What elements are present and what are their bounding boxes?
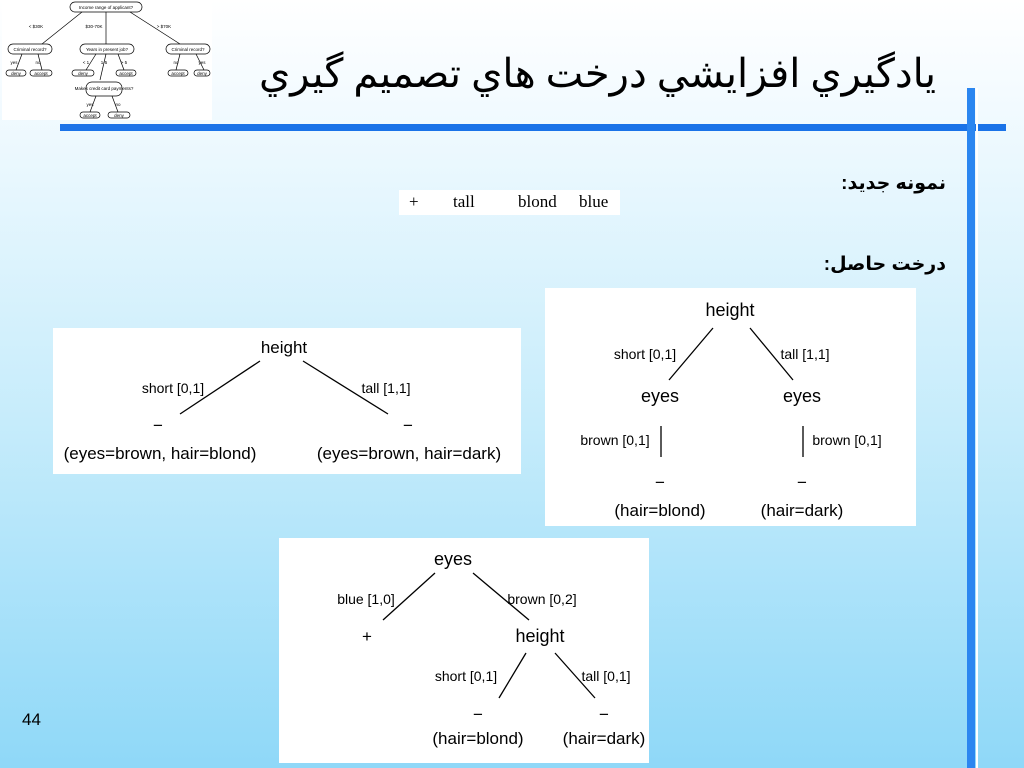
tree3-sub-left-leaf: (hair=blond) — [432, 729, 524, 748]
tree3-sub-right-sign: − — [599, 705, 609, 724]
thumb-yes-2: yes — [198, 60, 206, 65]
thumb-node-left: Criminal record? — [13, 47, 47, 52]
thumb-leaf-7: accept — [83, 113, 97, 118]
tree2-left-node: eyes — [640, 386, 680, 406]
thumb-yes-3: yes — [86, 102, 94, 107]
thumb-leaf-8: deny — [114, 113, 124, 118]
tree2-right-edge: tall [1,1] — [780, 346, 830, 362]
thumbnail-tree — [2, 0, 212, 120]
tree2-left-sub-edge: brown [0,1] — [580, 432, 650, 448]
tree3-sub-left-edge: short [0,1] — [434, 668, 498, 684]
tree3-sub-right-leaf: (hair=dark) — [562, 729, 646, 748]
thumb-node-right: Criminal record? — [171, 47, 205, 52]
thumb-mid: 1-5 — [100, 60, 108, 65]
tree1-right-sign: − — [403, 416, 413, 435]
title-underline-bar — [60, 124, 1006, 131]
side-accent-highlight — [976, 88, 978, 768]
thumb-leaf-4: accept — [119, 71, 133, 76]
tree-panel-3 — [279, 538, 649, 763]
thumb-branch-mid: $30-70K — [85, 24, 103, 29]
side-accent-bar — [967, 88, 975, 768]
thumb-lt1: < 1 — [82, 60, 90, 65]
new-sample-row — [399, 190, 620, 215]
thumb-gt5: > 5 — [120, 60, 128, 65]
tree3-right-edge: brown [0,2] — [507, 591, 577, 607]
tree3-right-node: height — [515, 626, 565, 646]
tree3-sub-left-sign: − — [473, 705, 483, 724]
thumb-no-3: no — [115, 102, 121, 107]
tree2-root: height — [705, 300, 755, 320]
tree1-right-leaf: (eyes=brown, hair=dark) — [316, 444, 502, 463]
tree1-root: height — [260, 338, 308, 357]
page-number: 44 — [22, 710, 41, 729]
sample-eyes: blue — [579, 192, 609, 211]
sample-hair: blond — [518, 192, 557, 211]
tree3-root: eyes — [433, 549, 473, 569]
thumb-no-2: no — [173, 60, 179, 65]
thumb-leaf-1: deny — [11, 71, 21, 76]
tree1-left-edge: short [0,1] — [141, 380, 205, 396]
thumb-node-mid: Years in present job? — [85, 47, 129, 52]
thumb-leaf-6: deny — [197, 71, 207, 76]
sample-class: + — [409, 192, 419, 211]
tree-panel-1 — [53, 328, 521, 474]
tree2-right-leaf: (hair=dark) — [760, 501, 844, 520]
thumb-root: Income range of applicant? — [78, 5, 134, 10]
tree2-left-leaf: (hair=blond) — [614, 501, 706, 520]
tree1-right-edge: tall [1,1] — [361, 380, 411, 396]
thumb-branch-right: > $70K — [156, 24, 172, 29]
result-tree-label: درخت حاصل: — [823, 254, 946, 275]
thumb-branch-left: < $30K — [28, 24, 44, 29]
tree2-right-sign: − — [797, 473, 807, 492]
tree2-right-sub-edge: brown [0,1] — [812, 432, 882, 448]
thumb-leaf-2: accept — [34, 71, 48, 76]
tree1-left-leaf: (eyes=brown, hair=blond) — [63, 444, 257, 463]
slide-title: يادگيري افزايشي درخت هاي تصميم گيري — [258, 51, 936, 96]
thumb-credit: Makes credit card payments? — [74, 86, 134, 91]
tree2-left-edge: short [0,1] — [613, 346, 677, 362]
thumb-leaf-5: accept — [171, 71, 185, 76]
tree3-sub-right-edge: tall [0,1] — [581, 668, 631, 684]
thumb-yes-1: yes — [10, 60, 18, 65]
tree2-right-node: eyes — [782, 386, 822, 406]
tree2-left-sign: − — [655, 473, 665, 492]
new-sample-label: نمونه جديد: — [841, 173, 946, 194]
tree-panel-2 — [545, 288, 916, 526]
thumb-leaf-3: deny — [78, 71, 88, 76]
tree3-left-edge: blue [1,0] — [337, 591, 395, 607]
tree3-left-leaf: + — [362, 627, 372, 646]
tree1-left-sign: − — [153, 416, 163, 435]
thumb-no-1: no — [35, 60, 41, 65]
sample-height: tall — [453, 192, 475, 211]
